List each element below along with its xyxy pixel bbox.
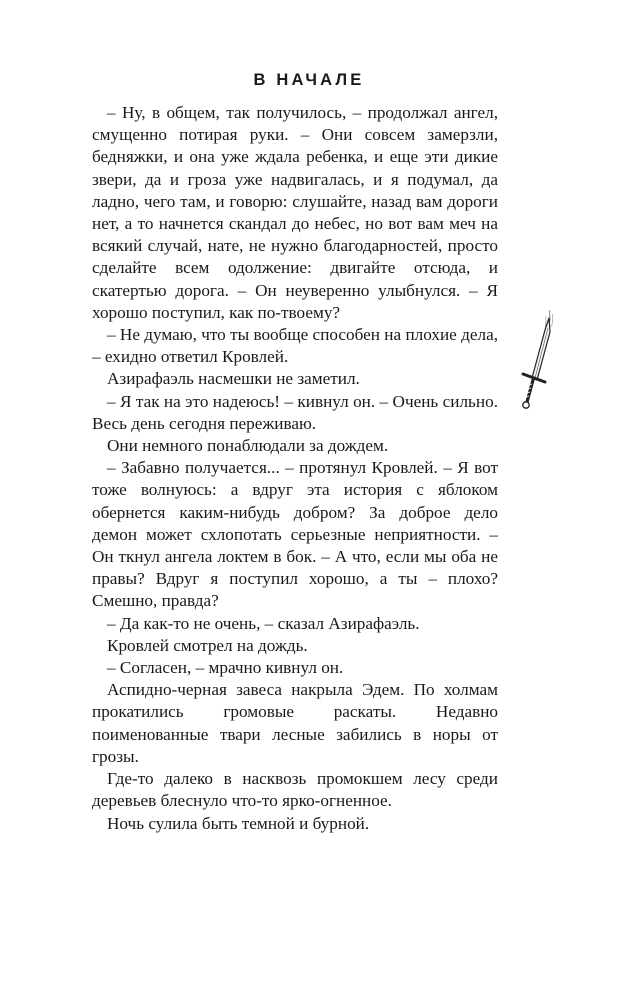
paragraph: – Забавно получается... – протянул Кровлей. – Я вот тоже волнуюсь: а вдруг эта история с яблоком обернется каким-нибудь добром? За доброе дело демон может схлопотать серьезные неприятности. – Он ткнул ангела локтем в бок. – А что, если мы оба не правы? Вдруг я поступил хорошо, а ты – плохо? Смешно, правда? bbox=[92, 458, 498, 611]
paragraph: Кровлей смотрел на дождь. bbox=[107, 635, 308, 655]
paragraph: Ночь сулила быть темной и бурной. bbox=[107, 813, 370, 833]
paragraph: Аспидно-черная завеса накрыла Эдем. По холмам прокатились громовые раскаты. Недавно поименованные твари лесные забились в норы от грозы. bbox=[92, 680, 498, 766]
chapter-header: В НАЧАЛЕ bbox=[253, 71, 365, 89]
body-text bbox=[92, 102, 498, 835]
paragraph: – Я так на это надеюсь! – кивнул он. – Очень сильно. Весь день сегодня переживаю. bbox=[92, 391, 498, 433]
paragraph: – Не думаю, что ты вообще способен на плохие дела, – ехидно ответил Кровлей. bbox=[92, 325, 498, 367]
paragraph: Где-то далеко в насквозь промокшем лесу среди деревьев блеснуло что-то ярко-огненное. bbox=[92, 769, 498, 811]
paragraph: Они немного понаблюдали за дождем. bbox=[107, 436, 389, 456]
flaming-sword-icon bbox=[512, 308, 558, 418]
paragraph: – Ну, в общем, так получилось, – продолжал ангел, смущенно потирая руки. – Они совсем замерзли, бедняжки, и она уже ждала ребенка, и еще эти дикие звери, да и гроза уже надвигалась, и я подумал, да ладно, чего там, и говорю: слушайте, назад вам дороги нет, а то начнется скандал до небес, но вот вам меч на всякий случай, нате, не нужно благодарностей, просто сделайте всем одолжение: двигайте отсюда, и скатертью дорога. – Он неуверенно улыбнулся. – Я хорошо поступил, как по-твоему? bbox=[92, 103, 498, 322]
paragraph: – Да как-то не очень, – сказал Азирафаэль. bbox=[107, 613, 420, 633]
paragraph: – Согласен, – мрачно кивнул он. bbox=[107, 658, 344, 678]
paragraph: Азирафаэль насмешки не заметил. bbox=[107, 369, 360, 389]
